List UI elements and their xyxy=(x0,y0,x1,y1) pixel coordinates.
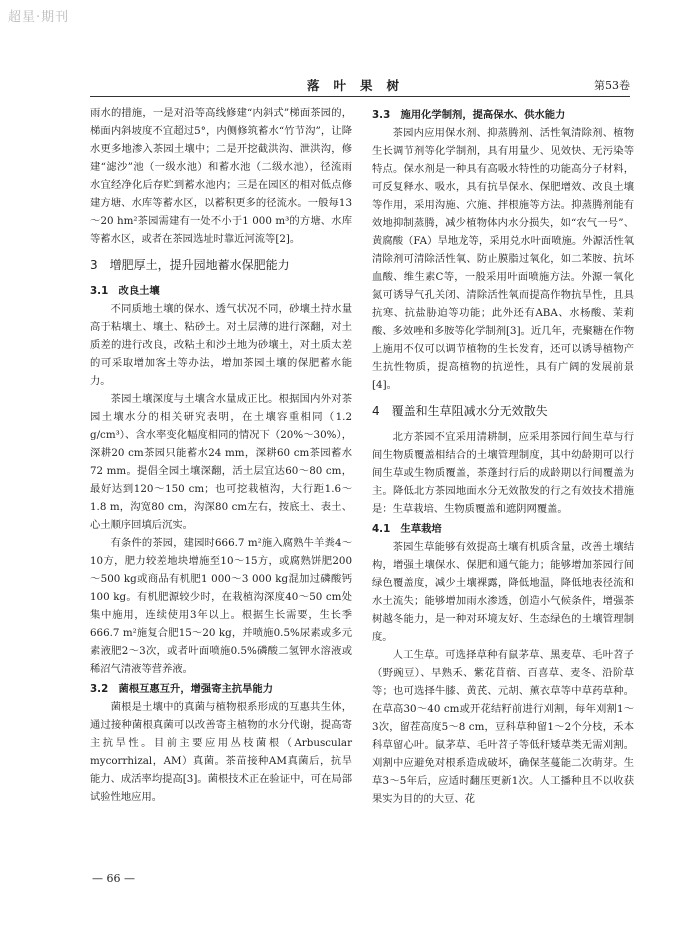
watermark-logo: 超星·期刊 xyxy=(8,10,70,25)
subsection-heading: 3.1 改良土壤 xyxy=(90,285,160,297)
volume-label: 第53卷 xyxy=(594,79,630,92)
journal-title: 落叶果树 xyxy=(306,78,413,93)
paragraph: 北方茶园不宜采用清耕制，应采用茶园行间生草与行间生物质覆盖相结合的土壤管理制度，其中幼龄期可以行间生草或生物质覆盖，茶蓬封行后的成龄期以行间覆盖为主。降低北方茶园地面水分无效散发的行之有效技术措施是：生草栽培、生物质覆盖和遮阴网覆盖。 xyxy=(372,431,634,515)
subsection-heading: 3.3 施用化学制剂，提高保水、供水能力 xyxy=(372,109,566,121)
paragraph: 菌根是土壤中的真菌与植物根系形成的互惠共生体，通过接种菌根真菌可以改善寄主植物的水分代谢，提高寄主抗旱性。目前主要应用丛枝菌根（Arbuscular mycorrhizal，AM）真菌。茶苗接种AM真菌后，抗旱能力、成活率均提高[3]。菌根技术正在验证中，可在局部试验性地应用。 xyxy=(90,701,352,803)
paragraph: 人工生草。可选择草种有鼠茅草、黑麦草、毛叶苕子（野豌豆）、早熟禾、紫花苜蓿、百喜草、麦冬、沿阶草等；也可选择牛膝、黄芪、元胡、薰衣草等中草药草种。在草高30～40 cm或开花结籽前进行刈割，每年刈割1～3次，留茬高度5～8 cm，豆科草种留1～2个分枝，禾本科草留心叶。鼠茅草、毛叶苕子等低秆矮草类无需刈割。刈割中应避免对根系造成破坏，确保茎蔓能二次萌芽。生草3～5年后，应适时翻压更新1次。人工播种且不以收获果实为目的的大豆、花 xyxy=(372,649,634,805)
paragraph: 有条件的茶园，建园时666.7 m²施入腐熟牛羊粪4～10方，肥力较差地块增施至10～15方，或腐熟饼肥200～500 kg或商品有机肥1 000～3 000 kg混加过磷酸钙100 kg。有机肥源较少时，在栽植沟深度40～50 cm处集中施用，连续使用3年以上。根据生长需要，生长季666.7 m²施复合肥15～20 kg，并喷施0.5%尿素或多元素液肥2～3次，或者叶面喷施0.5%磷酸二氢钾水溶液或稀沼气清液等营养液。 xyxy=(90,537,352,675)
running-head xyxy=(90,76,630,97)
subsection-heading: 3.2 菌根互惠互升，增强寄主抗旱能力 xyxy=(90,683,273,695)
subsection-heading: 4.1 生草栽培 xyxy=(372,523,442,535)
paragraph: 茶园内应用保水剂、抑蒸腾剂、活性氧清除剂、植物生长调节剂等化学制剂，具有用量少、见效快、无污染等特点。保水剂是一种具有高吸水特性的功能高分子材料，可反复释水、吸水，具有抗旱保水、保肥增效、改良土壤等作用，采用沟施、穴施、拌根施等方法。抑蒸腾剂能有效地抑制蒸腾，减少植物体内水分损失，如“农气一号”、黄腐酸（FA）旱地龙等，采用兑水叶面喷施。外源活性氧清除剂可清除活性氧、防止膜脂过氧化，如二苯胺、抗坏血酸、维生素C等，一般采用叶面喷施方法。外源一氧化氮可诱导气孔关闭、清除活性氧而提高作物抗旱性，且具抗寒、抗盐胁迫等功能；此外还有ABA、水杨酸、茉莉酸、多效唑和多胺等化学制剂[3]。近几年，壳聚糖在作物上施用不仅可以调节植物的生长发育，还可以诱导植物产生抗性物质，提高植物的抗逆性，具有广阔的发展前景[4]。 xyxy=(372,127,634,391)
paragraph: 茶园生草能够有效提高土壤有机质含量，改善土壤结构，增强土壤保水、保肥和通气能力；能够增加茶园行间绿色覆盖度，减少土壤裸露，降低地温，降低地表径流和水土流失；能够增加雨水渗透，创造小气候条件，增强茶树越冬能力，是一种对环境友好、生态绿色的土壤管理制度。 xyxy=(372,541,634,643)
section-heading: 3 增肥厚土，提升园地蓄水保肥能力 xyxy=(90,258,290,272)
paragraph: 茶园土壤深度与土壤含水量成正比。根据国内外对茶园土壤水分的相关研究表明，在土壤容重相同（1.2 g/cm³）、含水率变化幅度相同的情况下（20%～30%），深耕20 cm茶园只能蓄水24 mm，深耕60 cm茶园蓄水72 mm。提倡全园土壤深翻，活土层宜达60～80 cm，最好达到120～150 cm；也可挖栽植沟，大行距1.6～1.8 m，沟宽80 cm，沟深80 cm左右，按底土、表土、心土顺序回填后沉实。 xyxy=(90,393,352,531)
left-column xyxy=(90,104,352,806)
section-heading: 4 覆盖和生草阻减水分无效散失 xyxy=(372,404,548,418)
paragraph: 不同质地土壤的保水、透气状况不同，砂壤土持水量高于粘壤土、壤土、粘砂土。对土层薄的进行深翻，对土质差的进行改良，改粘土和沙土地为砂壤土，对土质太差的可采取增加客土等办法，增加茶园土壤的保肥蓄水能力。 xyxy=(90,303,352,387)
right-column xyxy=(372,104,634,808)
page-number: — 66 — xyxy=(92,872,135,885)
paragraph: 雨水的措施，一是对沿等高线修建“内斜式”梯面茶园的，梯面内斜坡度不宜超过5°，内侧修筑蓄水“竹节沟”，让降水更多地渗入茶园土壤中；二是开挖截洪沟、泄洪沟，修建“滤沙”池（一级水池）和蓄水池（二级水池），径流雨水宜经净化后存贮到蓄水池内；三是在园区的相对低点修建方塘、水库等蓄水区，以蓄积更多的径流水。一般每13～20 hm²茶园需建有一处不小于1 000 m³的方塘、水库等蓄水区，或者在茶园选址时靠近河流等[2]。 xyxy=(90,107,352,245)
